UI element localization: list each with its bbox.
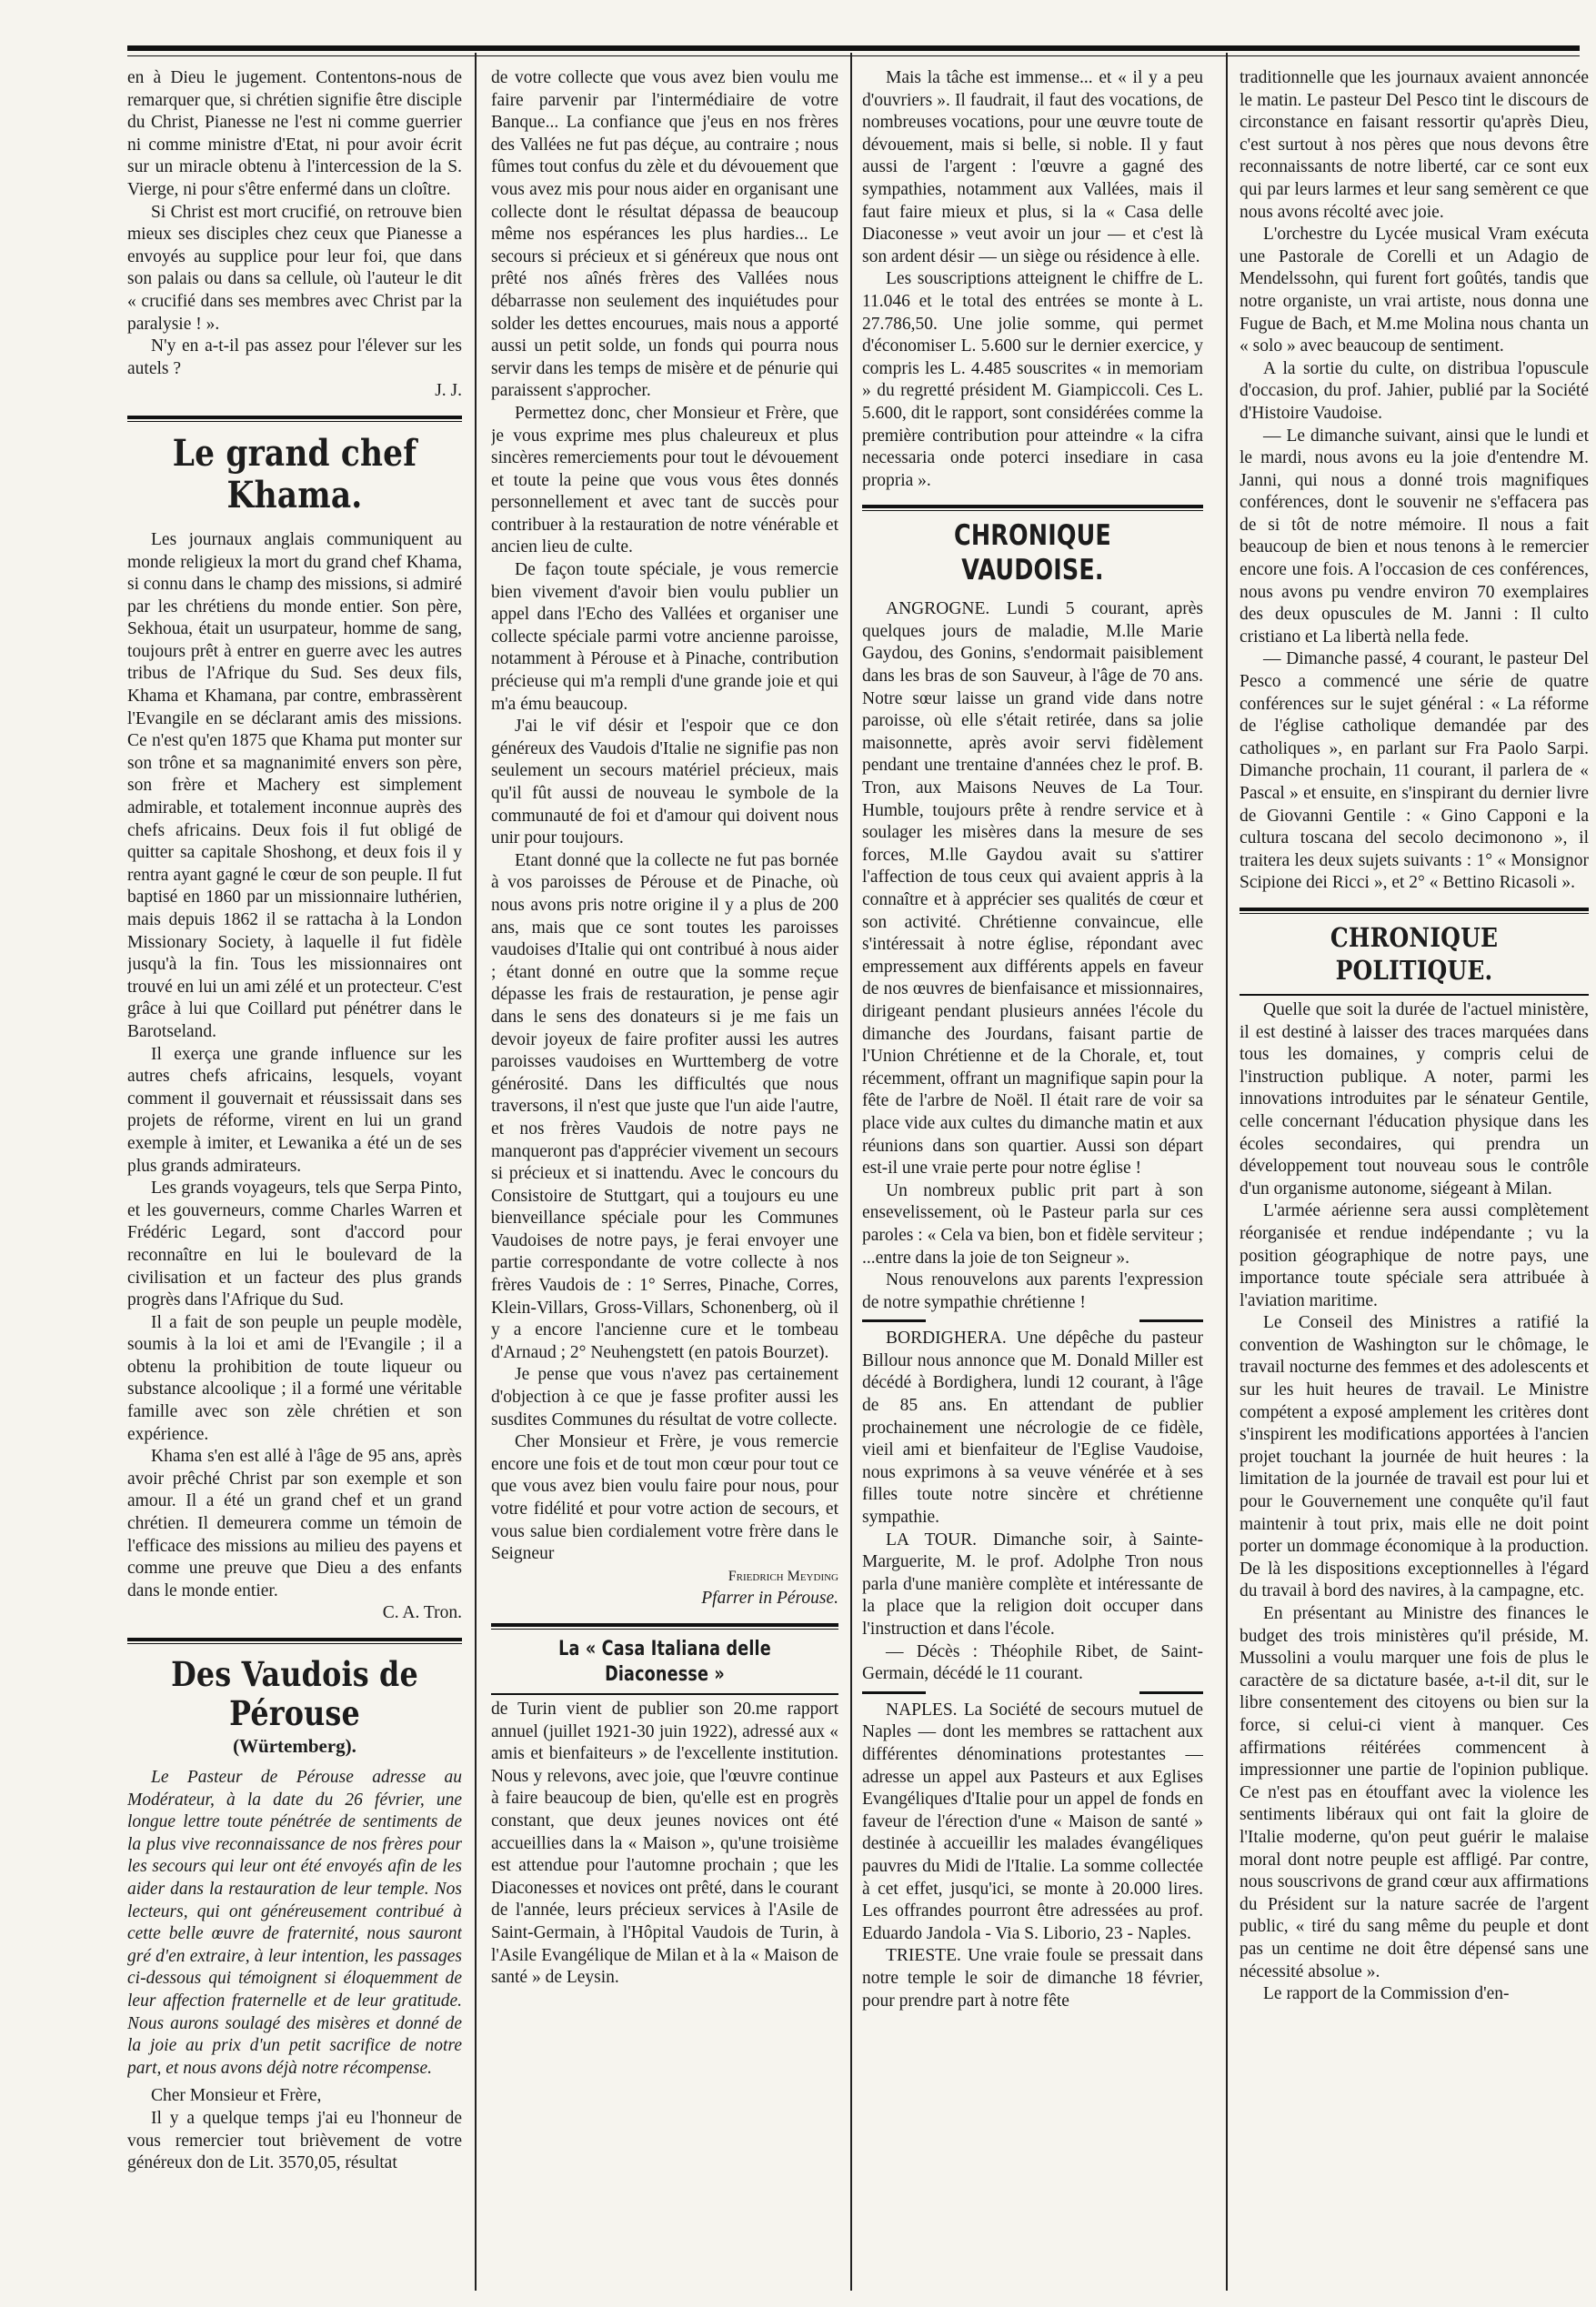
signature-role: Pfarrer in Pérouse. bbox=[701, 1589, 838, 1609]
item-separator bbox=[862, 1691, 1203, 1694]
article-title: Des Vaudois de Pérouse bbox=[171, 1654, 418, 1733]
body-paragraph: de votre collecte que vous avez bien voulu me faire parvenir par l'intermédiaire de votre Banque... La confiance que j'eus en nos frères des Vallées ne fut pas déçue, au contraire ; nous fûmes tout confus du zèle et du dévouement que vous avez mis pour nous aider en organisant une collecte dont le résultat dépassa de beaucoup même nos espérances les plus hardies... Le secours si précieux et si généreux que nous ont prêté nos aînés frères des Vallées nous débarrasse non seulement des inquiétudes pour solder les dettes encourues, mais nous a apporté aussi un petit solde, un fonds qui pourra nous servir dans les temps de misère et de pénurie qui paraissent s'approcher. bbox=[491, 68, 838, 401]
signature-name: Friedrich Meyding bbox=[728, 1568, 838, 1584]
body-paragraph: En présentant au Ministre des finances le budget des trois ministères qu'il préside, M. Mussolini a voulu marquer une fois de plus le caractère de sa dictature basée, a-t-il dit, sur le libre consentement des citoyens ou bien sur la force, si celui-ci vient à manquer. Ces affirmations réitérées commencent à impressionner une partie de l'opinion publique. Ce n'est pas en étouffant avec la violence les sentiments libéraux qui ont fait la gloire de l'Italie moderne, qu'on peut guérir le malaise moral dont notre peuple est affligé. Par contre, nous souscrivons de grand cœur aux affirmations du Président sur la nature sacrée de l'argent public, « tiré du sang même du peuple et dont pas un centime ne doit être dépensé sans une nécessité absolue ». bbox=[1240, 1604, 1589, 1981]
body-paragraph: Permettez donc, cher Monsieur et Frère, que je vous exprime mes plus chaleureux et plus sincères remerciements pour tout le dévouement et toute la peine que vous vous êtes donnés personnellement et avec tant de succès pour contribuer à la restauration de notre vénérable et ancien lieu de culte. bbox=[491, 403, 838, 557]
body-paragraph: Khama s'en est allé à l'âge de 95 ans, après avoir prêché Christ par son exemple et son amour. Il a été un grand chef et un grand chrétien. Il demeurera comme un témoin de l'efficace des missions au milieu des payens et comme une preuve que Dieu a des enfants dans le monde entier. bbox=[127, 1447, 462, 1600]
body-paragraph: en à Dieu le jugement. Contentons-nous de remarquer que, si chrétien signifie être disciple du Christ, Pianesse ne l'est ni comme guerrier ni comme ministre d'Etat, ni pour avoir écrit sur un miracle obtenu à l'intercession de la S. Vierge, ni pour s'être enfermé dans un cloître. bbox=[127, 68, 462, 199]
column-2 bbox=[491, 67, 838, 1990]
news-item-trieste: TRIESTE. Une vraie foule se pressait dans notre temple le soir de dimanche 18 février, pour prendre part à notre fête bbox=[862, 1946, 1203, 2011]
body-paragraph: De façon toute spéciale, je vous remercie bien vivement d'avoir bien voulu publier un appel dans l'Echo des Vallées et organiser une collecte spéciale parmi votre ancienne paroisse, notamment à Pérouse et à Pinache, contribution précieuse qui m'a rempli d'une grande joie et qui m'a ému beaucoup. bbox=[491, 560, 838, 714]
body-paragraph: traditionnelle que les journaux avaient annoncée le matin. Le pasteur Del Pesco tint le discours de circonstance en faisant ressortir qu'après Dieu, c'est surtout à nos pères que nous devons être reconnaissants de notre liberté, car ce sont eux qui par leurs larmes et leur sang semèrent ce que nous avons récolté avec joie. bbox=[1240, 68, 1589, 222]
section-rule bbox=[491, 1623, 838, 1630]
body-paragraph: Je pense que vous n'avez pas certainement d'objection à ce que je fasse profiter aussi les susdites Communes du résultat de votre collecte. bbox=[491, 1365, 838, 1429]
article-title: Le grand chef Khama. bbox=[172, 431, 417, 517]
signature: J. J. bbox=[435, 381, 462, 401]
section-rule bbox=[1240, 908, 1589, 914]
title-rule bbox=[491, 1693, 838, 1695]
news-item-deces: — Décès : Théophile Ribet, de Saint-Germain, décédé le 11 courant. bbox=[862, 1641, 1203, 1684]
body-paragraph: Etant donné que la collecte ne fut pas bornée à vos paroisses de Pérouse et de Pinache, où nous avons pris notre origine il y a plus de 200 ans, mais que ce sont toutes les paroisses vaudoises d'Italie qui ont contribué à nous aider ; étant donné en outre que la somme reçue dépasse les frais de restauration, je pense agir dans le sens des donateurs si je me fais un devoir joyeux de faire profiter aussi les autres paroisses vaudoises en Wurttemberg de votre générosité. Dans les difficultés que nous traversons, il n'est que juste que l'un aide l'autre, et nos frères Vaudois de notre pays ne manqueront pas d'apprécier vivement un secours si précieux et si inattendu. Avec le concours du Consistoire de Stuttgart, qui a toujours eu une bienveillance spéciale pour les Communes Vaudoises de notre pays, je ferai envoyer une partie correspondante de votre collecte à nos frères Vaudois de : 1° Serres, Pinache, Corres, Klein-Villars, Gross-Villars, Schonenberg, où il y a encore l'ancienne cure et le tombeau d'Arnaud ; 2° Neuhengstett (en patois Bourzet). bbox=[491, 850, 838, 1362]
body-paragraph: Les souscriptions atteignent le chiffre de L. 11.046 et le total des entrées se monte à L. 27.786,50. Une jolie somme, qui permet d'économiser L. 5.600 sur le dernier exercice, y compris les L. 4.485 souscrites « in memoriam » du regretté président M. Giampiccoli. Ces L. 5.600, dit le rapport, sont considérées comme la première contribution pour atteindre « la cifra necessaria onde poterci insediare in casa propria ». bbox=[862, 269, 1203, 490]
column-divider bbox=[850, 53, 852, 2291]
signature: C. A. Tron. bbox=[382, 1603, 462, 1623]
column-divider bbox=[475, 53, 477, 2291]
section-rule bbox=[862, 505, 1203, 511]
column-divider bbox=[1226, 53, 1228, 2291]
body-paragraph: Il a fait de son peuple un peuple modèle, soumis à la loi et ami de l'Evangile ; il a obtenu la prohibition de toute liqueur ou substance alcoolique ; il a formé une véritable famille avec son zèle chrétien et son expérience. bbox=[127, 1312, 462, 1444]
body-paragraph: Cher Monsieur et Frère, je vous remercie encore une fois et de tout mon cœur pour tout ce que vous avez bien voulu faire pour nous, pour votre fidélité et pour votre action de secours, et vous salue bien cordialement votre frère dans le Seigneur bbox=[491, 1432, 838, 1564]
body-paragraph: — Le dimanche suivant, ainsi que le lundi et le mardi, nous avons eu la joie d'entendre M. Janni, qui nous a donné trois magnifiques conférences, dont le souvenir ne s'effacera pas de si tôt de notre mémoire. Il nous a fait beaucoup de bien et nous tenons à le remercier encore une fois. A l'occasion de ces conférences, nous avons pu vendre environ 70 exemplaires des deux opuscules de M. Janni : Il culto cristiano et La libertà nella fede. bbox=[1240, 426, 1589, 647]
column-4 bbox=[1240, 67, 1589, 2006]
body-paragraph: N'y en a-t-il pas assez pour l'élever sur les autels ? bbox=[127, 336, 462, 378]
body-paragraph: Les journaux anglais communiquent au monde religieux la mort du grand chef Khama, si connu dans le champ des missions, si admiré par les chrétiens du monde entier. Son père, Sekhoua, était un usurpateur, homme de sang, toujours prêt à entrer en guerre avec les autres tribus de l'Afrique du Sud. Ses deux fils, Khama et Khamana, par contre, embrassèrent l'Evangile en se déclarant amis des missions. Ce n'est qu'en 1875 que Khama put monter sur son trône et sa magnanimité envers son père, son frère et Machery est simplement admirable, et totalement inconnue auprès des chefs africains. Deux fois il fut obligé de quitter sa capitale Shoshong, et deux fois il y rentra ayant gagné le cœur de son peuple. Il fut baptisé en 1860 par un missionnaire luthérien, mais depuis 1862 il se rattacha à la London Missionary Society, à laquelle il fut fidèle jusqu'à la fin. Tous les missionnaires ont trouvé en lui un ami zélé et un protecteur. C'est grâce à lui que Coillard put pénétrer dans le Barotseland. bbox=[127, 529, 462, 1041]
body-paragraph: L'armée aérienne sera aussi complètement réorganisée et rendue indépendante ; vu la position géographique de notre pays, une importance toute spéciale sera attribuée à l'aviation maritime. bbox=[1240, 1201, 1589, 1310]
column-1 bbox=[127, 67, 462, 2175]
body-paragraph: Mais la tâche est immense... et « il y a peu d'ouvriers ». Il faudrait, il faut des vocations, de nombreuses vocations, pour une œuvre toute de dévouement, mais si belle, si noble. Il y faut aussi de l'argent : l'œuvre a gagné des sympathies, notamment aux Vallées, mais il faut faire mieux et plus, si la « Casa delle Diaconesse » veut avoir un jour — et c'est là son ardent désir — un siège ou résidence à elle. bbox=[862, 68, 1203, 266]
body-paragraph: Le Conseil des Ministres a ratifié la convention de Washington sur le chômage, le travail nocturne des femmes et des adolescents et sur les huit heures de travail. Le Ministre compétent a exposé amplement les critères dont s'inspirent les modifications apportées à l'ancien projet touchant la journée de huit heures : la limitation de la journée de travail est pour lui et pour le Gouvernement une conquête qu'il faut maintenir à tout prix, mais elle ne doit point porter un dommage économique à la production. De là les dispositions exceptionnelles à l'égard du travail à bord des navires, à la campagne, etc. bbox=[1240, 1313, 1589, 1601]
section-title: CHRONIQUE POLITIQUE. bbox=[1330, 921, 1499, 986]
news-item-la-tour: LA TOUR. Dimanche soir, à Sainte-Marguerite, M. le prof. Adolphe Tron nous parla d'une manière complète et intéressante de la place que la religion doit occuper dans l'instruction et dans l'école. bbox=[862, 1530, 1203, 1639]
body-paragraph: Si Christ est mort crucifié, on retrouve bien mieux ses disciples chez ceux que Pianesse a envoyés au supplice pour leur foi, que dans son palais ou dans sa cellule, où l'auteur le dit « crucifié dans ses membres avec Christ par la paralysie ! ». bbox=[127, 202, 462, 334]
body-paragraph: — Dimanche passé, 4 courant, le pasteur Del Pesco a commencé une série de quatre conférences sur le sujet général : « La réforme de l'église catholique demandée par des catholiques », en parlant sur Fra Paolo Sarpi. Dimanche prochain, 11 courant, il parlera de « Pascal » et ensuite, en s'inspirant du dernier livre de Giovanni Gentile : « Gino Capponi e la cultura toscana del secolo decimonono », il traitera les deux sujets suivants : 1° « Monsignor Scipione dei Ricci », et 2° « Bettino Ricasoli ». bbox=[1240, 649, 1589, 893]
body-paragraph: Nous renouvelons aux parents l'expression de notre sympathie chrétienne ! bbox=[862, 1270, 1203, 1312]
news-item-angrogne: ANGROGNE. Lundi 5 courant, après quelques jours de maladie, M.lle Marie Gaydou, des Gonins, s'endormait paisiblement dans les bras de son Sauveur, à l'âge de 70 ans. Notre sœur laisse un grand vide dans notre paroisse, où elle s'était retirée, dans sa jolie maisonnette, après avoir servi fidèlement pendant une trentaine d'années chez le prof. B. Tron, aux Maisons Neuves de La Tour. Humble, toujours prête à rendre service et à soulager les misères dans la mesure de ses forces, M.lle Gaydou avait su s'attirer l'affection de tous ceux qui avaient appris à la connaître et à apprécier ses qualités de cœur et son activité. Chrétienne convaincue, elle s'intéressait à notre église, répondant avec empressement aux différents appels en faveur de nos œuvres de bienfaisance et missionnaires, dirigeant pendant plusieurs années l'école du dimanche des Jourdans, faisant partie de l'Union Chrétienne et de la Chorale, et, tout récemment, offrant un magnifique sapin pour la fête de l'arbre de Noël. Il était rare de voir sa place vide aux cultes du dimanche matin et aux réunions dans son quartier. Aussi son départ est-il une vraie perte pour notre église ! bbox=[862, 599, 1203, 1179]
column-3 bbox=[862, 67, 1203, 2012]
letter-salutation: Cher Monsieur et Frère, bbox=[151, 2086, 322, 2106]
body-paragraph: de Turin vient de publier son 20.me rapport annuel (juillet 1921-30 juin 1922), adressé aux « amis et bienfaiteurs » de l'excellente institution. Nous y relevons, avec joie, que l'œuvre continue à faire beaucoup de bien, qu'elle est en progrès constant, que deux jeunes novices ont été accueillies dans la « Maison », qu'une troisième est attendue pour l'automne prochain ; que les Diaconesses et novices ont prêté, dans le courant de l'année, leurs précieux services à l'Asile de Saint-Germain, à l'Hôpital Vaudois de Turin, à l'Asile Evangélique de Milan et à la « Maison de santé » de Leysin. bbox=[491, 1699, 838, 1988]
item-separator bbox=[862, 1319, 1203, 1322]
body-paragraph: Il y a quelque temps j'ai eu l'honneur de vous remercier tout brièvement de votre généreux don de Lit. 3570,05, résultat bbox=[127, 2108, 462, 2173]
body-paragraph: Quelle que soit la durée de l'actuel ministère, il est destiné à laisser des traces marquées dans tous les domaines, y compris celui de l'instruction publique. A noter, parmi les innovations introduites par le sénateur Gentile, celle concernant l'éducation physique dans les écoles secondaires, qui prendra un développement tout nouveau sous le contrôle d'un organisme autonome, siégeant à Milan. bbox=[1240, 999, 1589, 1199]
body-paragraph: Les grands voyageurs, tels que Serpa Pinto, et les gouverneurs, comme Charles Warren et Frédéric Legard, sont d'accord pour reconnaître en lui le boulevard de la civilisation et un facteur des plus grands progrès dans l'Afrique du Sud. bbox=[127, 1179, 462, 1310]
page-top-rule bbox=[127, 45, 1580, 56]
title-rule bbox=[1240, 994, 1589, 996]
section-title: CHRONIQUE VAUDOISE. bbox=[954, 519, 1111, 587]
news-item-bordighera: BORDIGHERA. Une dépêche du pasteur Billour nous annonce que M. Donald Miller est décédé à Bordighera, lundi 12 courant, à l'âge de 85 ans. En attendant de publier prochainement une nécrologie de ce fidèle, vieil ami et bienfaiteur de l'Eglise Vaudoise, nous exprimons à sa veuve vénérée et à ses filles toute notre sincère et chrétienne sympathie. bbox=[862, 1329, 1203, 1528]
article-intro: Le Pasteur de Pérouse adresse au Modérateur, à la date du 26 février, une longue lettre toute pénétrée de sentiments de la plus vive reconnaissance de nos frères pour les secours qui leur ont été envoyés afin de les aider dans la restauration de leur temple. Nos lecteurs, qui ont généreusement contribué à cette belle œuvre de fraternité, nous sauront gré d'en extraire, à leur intention, les passages ci-dessous qui témoignent si éloquemment de leur affection fraternelle et de leur gratitude. Nous aurons soulagé des misères et donné de la joie au prix d'un petit sacrifice de notre part, et nous avons déjà notre récompense. bbox=[127, 1768, 462, 2078]
body-paragraph: L'orchestre du Lycée musical Vram exécuta une Pastorale de Corelli et un Adagio de Mendelssohn, qui furent fort goûtés, tandis que notre organiste, un vrai artiste, nous donna une Fugue de Bach, et M.me Molina nous chanta un « solo » avec beaucoup de sentiment. bbox=[1240, 225, 1589, 356]
article-title: La « Casa Italiana delle Diaconesse » bbox=[558, 1637, 771, 1686]
body-paragraph: Un nombreux public prit part à son ensevelissement, où le Pasteur parla sur ces paroles : « Cela va bien, bon et fidèle serviteur ; ...entre dans la joie de ton Seigneur ». bbox=[862, 1180, 1203, 1268]
body-paragraph: A la sortie du culte, on distribua l'opuscule d'occasion, du prof. Jahier, publié par la Société d'Histoire Vaudoise. bbox=[1240, 358, 1589, 423]
news-item-naples: NAPLES. La Société de secours mutuel de Naples — dont les membres se rattachent aux différentes dénominations protestantes — adresse un appel aux Pasteurs et aux Eglises Evangéliques d'Italie pour un appel de fonds en faveur de l'érection d'une « Maison de santé » destinée à accueillir les malades évangéliques pauvres du Midi de l'Italie. La somme collectée à cet effet, jusqu'ici, se monte à 20.000 lires. Les offrandes pourront être adressées au prof. Eduardo Jandola - Via S. Liborio, 23 - Naples. bbox=[862, 1700, 1203, 1943]
body-paragraph: J'ai le vif désir et l'espoir que ce don généreux des Vaudois d'Italie ne signifie pas non seulement un secours matériel précieux, mais qu'il fût aussi de nouveau le symbole de la communauté de foi et d'amour qui doivent nous unir pour toujours. bbox=[491, 717, 838, 848]
article-subtitle: (Würtemberg). bbox=[233, 1735, 356, 1757]
section-rule bbox=[127, 1638, 462, 1644]
body-paragraph: Le rapport de la Commission d'en- bbox=[1263, 1984, 1510, 2004]
section-rule bbox=[127, 416, 462, 422]
body-paragraph: Il exerça une grande influence sur les autres chefs africains, lesquels, voyant comment il gouvernait et réussissait dans ses projets de réforme, virent en lui un grand exemple à imiter, et Lewanika a été un de ses plus grands admirateurs. bbox=[127, 1044, 462, 1176]
